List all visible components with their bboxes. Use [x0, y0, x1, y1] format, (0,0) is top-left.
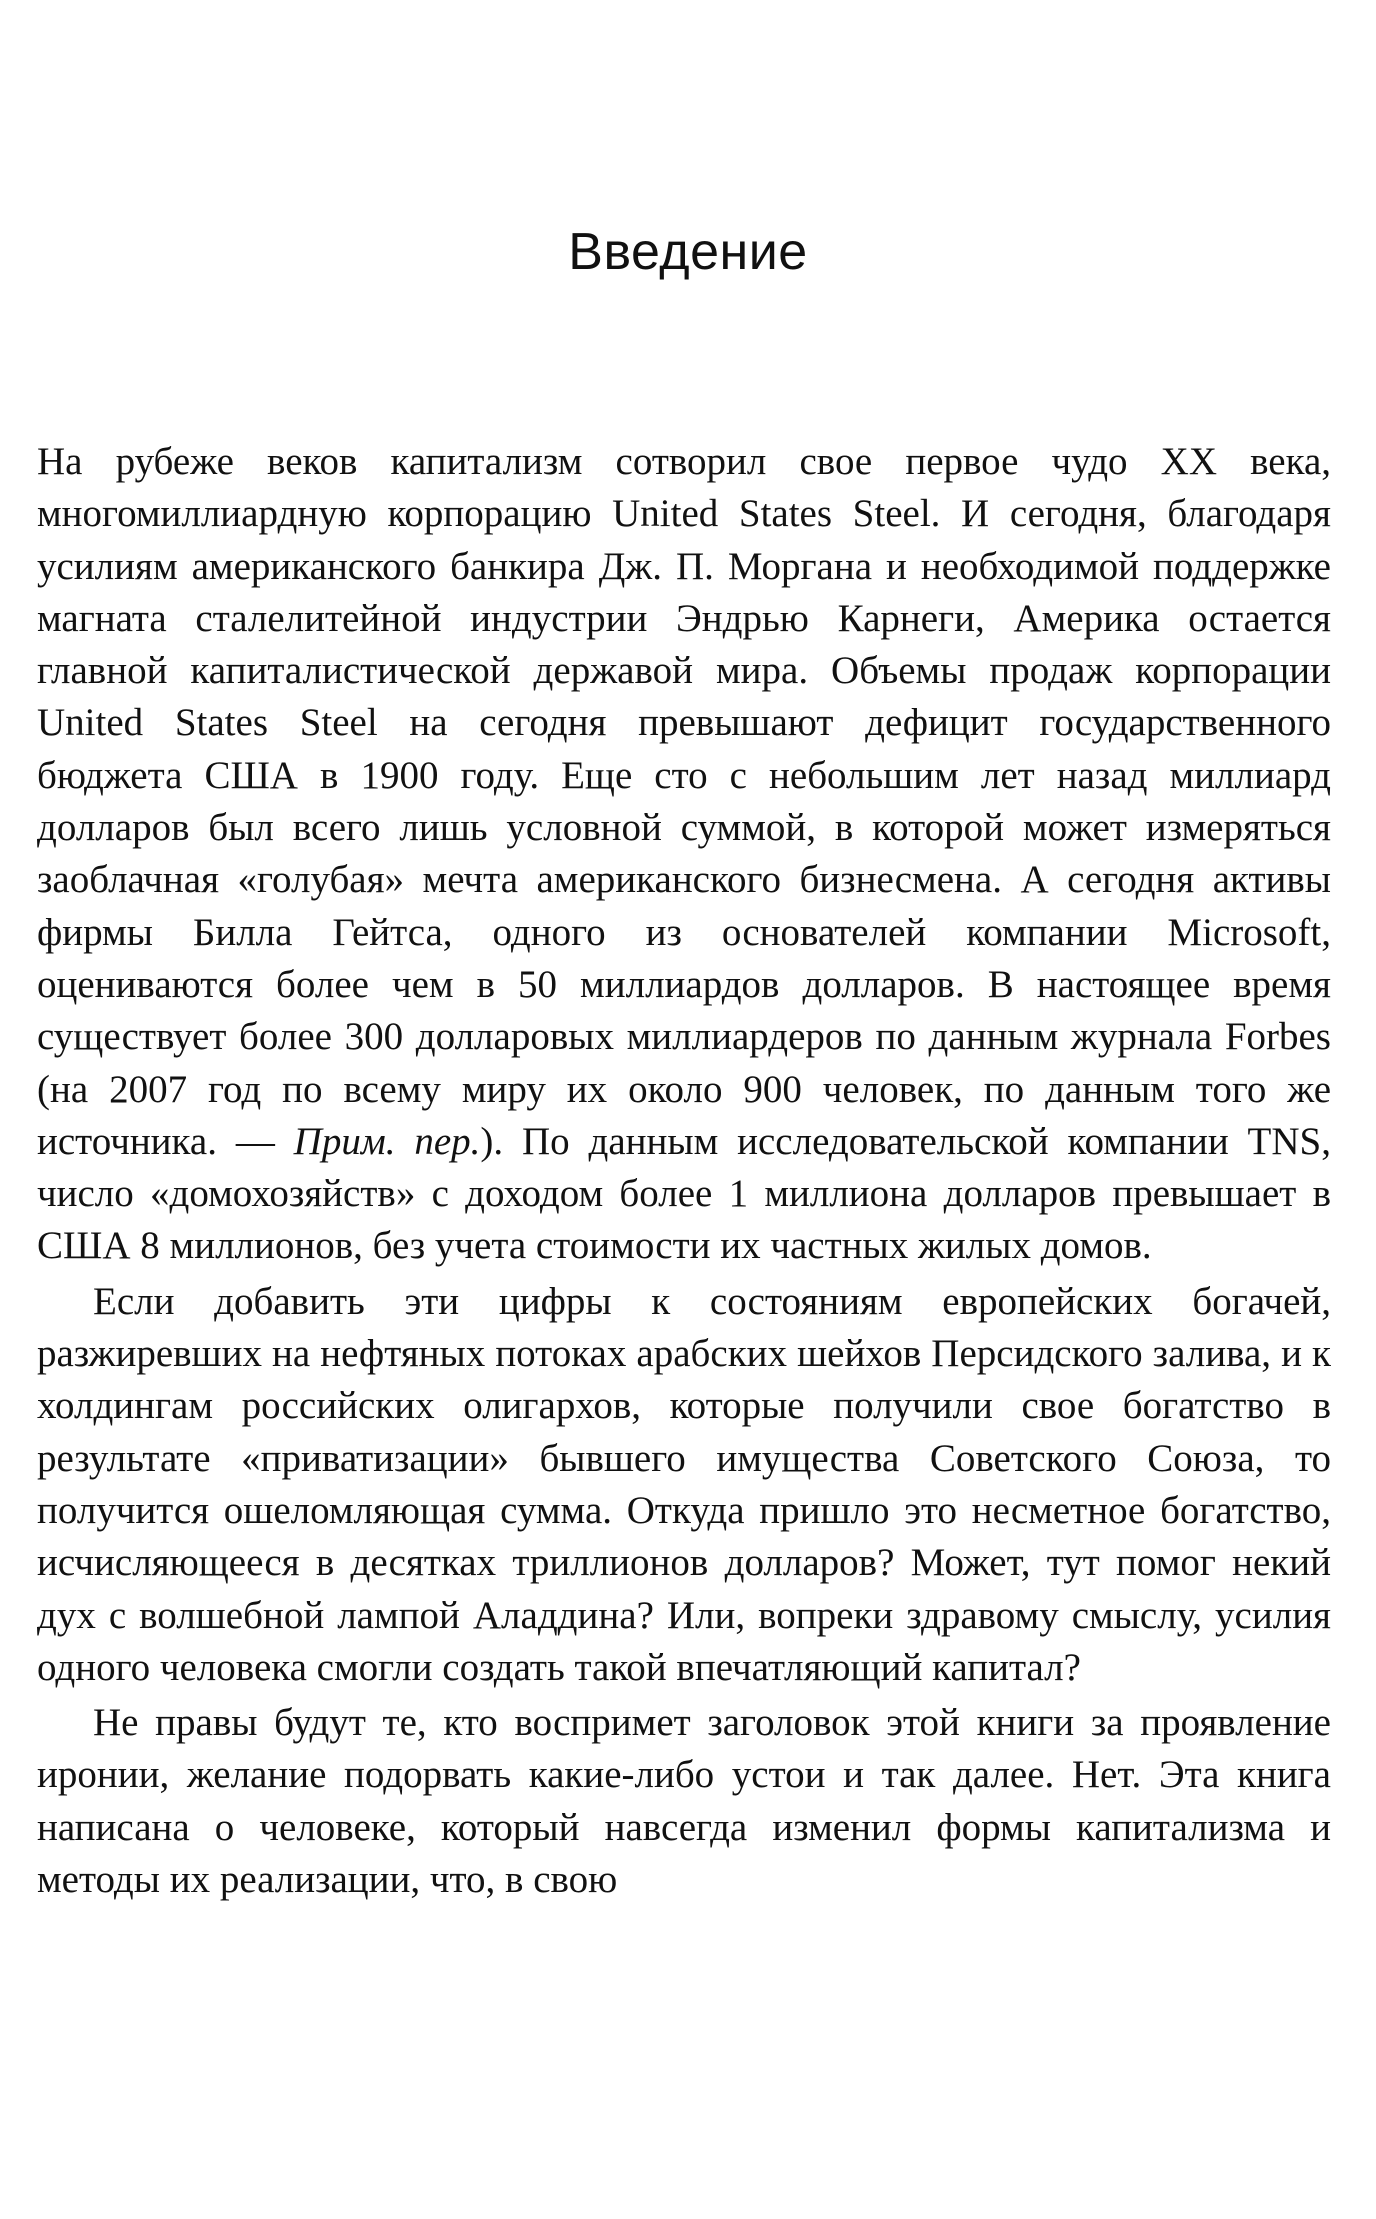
- paragraph-1: [37, 436, 1331, 1273]
- translator-note: Прим. пер.: [293, 1119, 481, 1163]
- paragraph-3: Не правы будут те, кто воспримет заголовок этой книги за проявление иронии, желание подорвать какие-либо устои и так далее. Нет. Эта книга написана о человеке, который навсегда изменил формы капитализма и методы их реализации, что, в свою: [37, 1701, 1331, 1902]
- paragraph-1-text-before-note: На рубеже веков капитализм сотворил свое первое чудо XX века, многомиллиардную корпорацию United States Steel. И сегодня, благодаря усилиям американского банкира Дж. П. Моргана и необходимой поддержке магната сталелитейной индустрии Эндрью Карнеги, Америка остается главной капиталистической державой мира. Объемы продаж корпорации United States Steel на сегодня превышают дефицит государственного бюджета США в 1900 году. Еще сто с небольшим лет назад миллиард долларов был всего лишь условной суммой, в которой может измеряться заоблачная «голубая» мечта американского бизнесмена. А сегодня активы фирмы Билла Гейтса, одного из основателей компании Microsoft, оцениваются более чем в 50 миллиардов долларов. В настоящее время существует более 300 долларовых миллиардеров по данным журнала Forbes (на 2007 год по всему миру их около 900 человек, по данным того же источника. —: [37, 440, 1331, 1163]
- chapter-title: Введение: [568, 223, 808, 281]
- paragraph-1-text-after-note: ). По данным исследовательской компании TNS, число «домохозяйств» с доходом более 1 миллиона долларов превышает в США 8 миллионов, без учета стоимости их частных жилых домов.: [37, 1119, 1331, 1268]
- paragraph-2: Если добавить эти цифры к состояниям европейских богачей, разжиревших на нефтяных потоках арабских шейхов Персидского залива, и к холдингам российских олигархов, которые получили свое богатство в результате «приватизации» бывшего имущества Советского Союза, то получится ошеломляющая сумма. Откуда пришло это несметное богатство, исчисляющееся в десятках триллионов долларов? Может, тут помог некий дух с волшебной лампой Аладдина? Или, вопреки здравому смыслу, усилия одного человека смогли создать такой впечатляющий капитал?: [37, 1279, 1331, 1689]
- chapter-body: [37, 436, 1331, 1906]
